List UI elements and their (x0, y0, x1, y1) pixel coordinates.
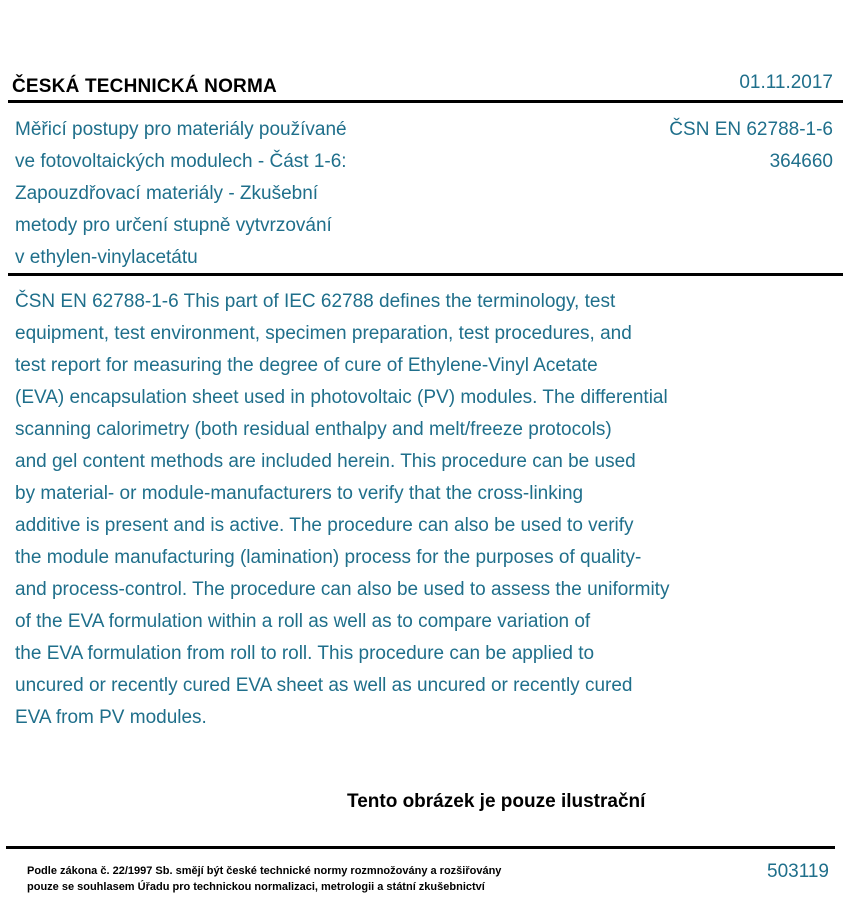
title-line: ve fotovoltaických modulech - Část 1-6: (15, 151, 347, 172)
standard-header-title: ČESKÁ TECHNICKÁ NORMA (12, 76, 277, 97)
document-title (15, 114, 435, 274)
abstract-line: the module manufacturing (lamination) process for the purposes of quality- (15, 547, 642, 568)
abstract-line: and process-control. The procedure can also be used to assess the uniformity (15, 579, 670, 600)
abstract-line: uncured or recently cured EVA sheet as well as uncured or recently cured (15, 675, 633, 696)
legal-line: Podle zákona č. 22/1997 Sb. smějí být české technické normy rozmnožovány a rozšiřovány (27, 865, 502, 877)
class-number: 364660 (769, 151, 833, 172)
document-number: 503119 (767, 861, 829, 882)
abstract-line: EVA from PV modules. (15, 707, 207, 728)
title-line: Zapouzdřovací materiály - Zkušební (15, 183, 319, 204)
legal-notice (27, 863, 501, 895)
footer-divider (6, 846, 835, 849)
abstract-line: (EVA) encapsulation sheet used in photovoltaic (PV) modules. The differential (15, 387, 668, 408)
abstract (15, 286, 775, 734)
legal-line: pouze se souhlasem Úřadu pro technickou normalizaci, metrologii a státní zkušebnictví (27, 881, 485, 893)
abstract-line: test report for measuring the degree of cure of Ethylene-Vinyl Acetate (15, 355, 598, 376)
abstract-line: of the EVA formulation within a roll as well as to compare variation of (15, 611, 591, 632)
title-line: metody pro určení stupně vytvrzování (15, 215, 332, 236)
abstract-line: by material- or module-manufacturers to verify that the cross-linking (15, 483, 584, 504)
abstract-line: the EVA formulation from roll to roll. This procedure can be applied to (15, 643, 595, 664)
abstract-line: scanning calorimetry (both residual enthalpy and melt/freeze protocols) (15, 419, 612, 440)
illustration-notice: Tento obrázek je pouze ilustrační (347, 791, 646, 812)
abstract-line: additive is present and is active. The procedure can also be used to verify (15, 515, 634, 536)
abstract-line: and gel content methods are included herein. This procedure can be used (15, 451, 636, 472)
publication-date: 01.11.2017 (739, 72, 833, 93)
abstract-line: ČSN EN 62788-1-6 This part of IEC 62788 defines the terminology, test (15, 291, 616, 312)
header-divider (8, 100, 843, 103)
title-line: v ethylen-vinylacetátu (15, 247, 198, 268)
document-meta (669, 114, 833, 178)
title-line: Měřicí postupy pro materiály používané (15, 119, 347, 140)
title-divider (8, 273, 843, 276)
abstract-line: equipment, test environment, specimen preparation, test procedures, and (15, 323, 632, 344)
standard-code: ČSN EN 62788-1-6 (669, 119, 833, 140)
